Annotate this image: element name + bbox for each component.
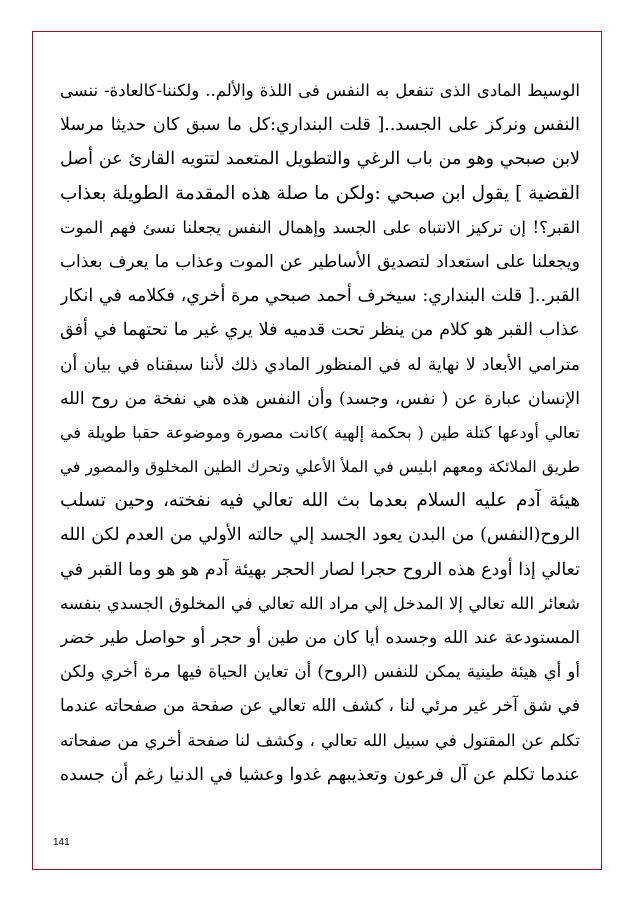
text-line: شعائر الله تعالي إلا المدخل إلي مراد الله تعالي في المخلوق الجسدي بنفسه [60, 593, 580, 613]
text-line: المستودعة عند الله وجسده أيا كان من طين أو حجر أو حواصل طير خضر [60, 628, 580, 648]
text-line: طريق الملائكة ومعهم ابليس في الملأ الأعلي وتحرك الطين المخلوق والمصور في [60, 458, 580, 477]
text-line: الإنسان عبارة عن ( نفس، وجسد) وأن النفس هذه هي نفخة من روح الله [60, 388, 580, 409]
text-line: في شق آخر غير مرئي لنا ، كشف الله تعالي عن صفحة من صفحاته عندما [60, 696, 580, 717]
text-line: تعالي إذا أودع هذه الروح حجرا لصار الحجر بهيئة آدم هو هو وما القبر في [60, 559, 580, 580]
text-line: القبر؟! إن تركيز الانتباه على الجسد وإهمال النفس يجعلنا نسئ فهم الموت [60, 217, 580, 237]
text-line: لابن صبحي وهو من باب الرغي والتطويل المتعمد لتتويه القارئ عن أصل [60, 149, 580, 170]
text-line: القضية ] يقول ابن صبحي :ولكن ما صلة هذه المقدمة الطويلة بعذاب [60, 182, 580, 204]
text-line: النفس ونركز على الجسد..[ قلت البنداري:كل ما سبق كان حديثا مرسلا [60, 115, 580, 136]
text-line: عذاب القبر هو كلام من ينظر تحت قدميه فلا يري غير ما تحتهما في أفق [60, 320, 580, 341]
body-text [60, 74, 580, 792]
text-line: أو أي هيئة طينية يمكن للنفس (الروح) أن تعاين الحياة فيها مرة أخري ولكن [60, 662, 580, 682]
text-line: هيئة آدم عليه السلام بعدما بث الله تعالي فيه نفخته، وحين تسلب [60, 490, 580, 512]
text-line: القبر..[ قلت البنداري: سيخرف أحمد صبحي مرة أخري، فكلامه في انكار [60, 286, 580, 307]
text-line: تعالي أودعها كتلة طين ( بحكمة إلهية )كانت مصورة وموضوعة حقبا طويلة في [60, 422, 580, 442]
text-line: مترامي الأبعاد لا نهاية له في المنظور المادي ذلك لأننا سبقناه في بيان أن [60, 354, 580, 375]
page-number: 141 [53, 837, 70, 848]
text-line: الوسيط المادى الذى تنفعل به النفس فى اللذة والألم.. ولكننا-كالعادة- ننسى [60, 81, 580, 100]
text-line: عندما تكلم عن آل فرعون وتعذيبهم غدوا وعشيا في الدنيا رغم أن جسده [60, 764, 580, 785]
text-line: الروح(النفس) من البدن يعود الجسد إلي حالته الأولي من العدم لكن الله [60, 525, 580, 546]
text-line: تكلم عن المقتول في سبيل الله تعالي ، وكشف لنا صفحة أخري من صفحاته [60, 730, 580, 750]
text-line: ويجعلنا على استعداد لتصديق الأساطير عن الموت وعذاب ما يعرف بعذاب [60, 251, 580, 272]
